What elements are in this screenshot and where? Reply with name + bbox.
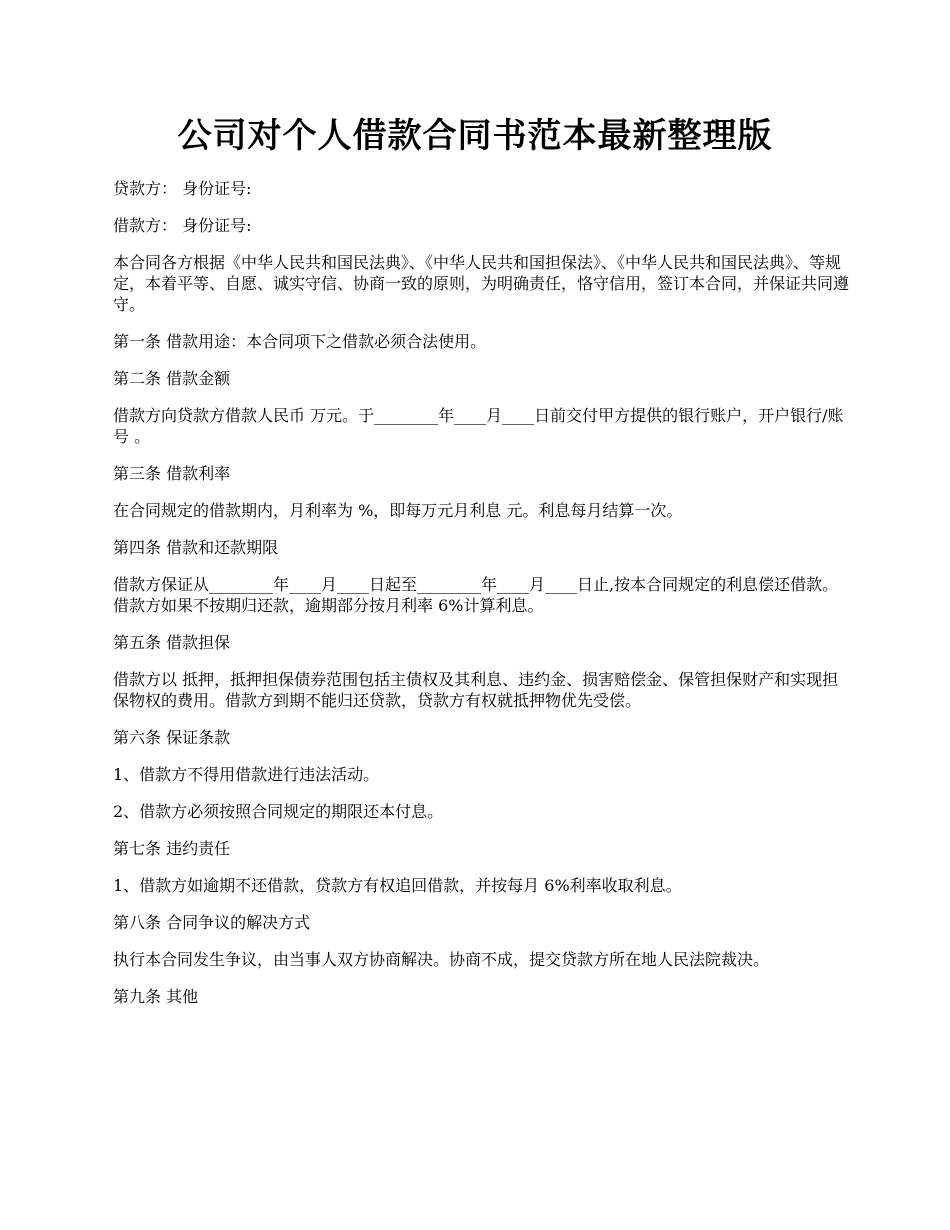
article-4-heading: 第四条 借款和还款期限: [113, 538, 279, 557]
article-8-body: 执行本合同发生争议，由当事人双方协商解决。协商不成，提交贷款方所在地人民法院裁决。: [113, 950, 770, 969]
article-5-body: 借款方以 抵押，抵押担保债券范围包括主债权及其利息、违约金、损害赔偿金、保管担保财产和实现担保物权的费用。借款方到期不能归还贷款，贷款方有权就抵押物优先受偿。: [113, 670, 839, 710]
article-2-body: 借款方向贷款方借款人民币 万元。于________年____月____日前交付甲方提供的银行账户，开户银行/账号 。: [113, 406, 844, 446]
article-9-heading: 第九条 其他: [113, 987, 199, 1006]
article-6-item-1: 1、借款方不得用借款进行违法活动。: [113, 765, 380, 784]
lender-line: 贷款方： 身份证号:: [113, 179, 252, 198]
preamble-paragraph: 本合同各方根据《中华人民共和国民法典》、《中华人民共和国担保法》、《中华人民共和国民法典》、等规定，本着平等、自愿、诚实守信、协商一致的原则，为明确责任，恪守信用，签订本合同，并保证共同遵守。: [113, 253, 850, 314]
article-8-heading: 第八条 合同争议的解决方式: [113, 913, 311, 932]
article-6-heading: 第六条 保证条款: [113, 728, 231, 747]
article-1-heading: 第一条 借款用途：本合同项下之借款必须合法使用。: [113, 332, 487, 351]
article-6-item-2: 2、借款方必须按照合同规定的期限还本付息。: [113, 802, 444, 821]
borrower-line: 借款方： 身份证号:: [113, 216, 252, 235]
article-4-body: 借款方保证从________年____月____日起至________年____月____日止,按本合同规定的利息偿还借款。借款方如果不按期归还款，逾期部分按月利率 6%计算利息。: [113, 575, 839, 615]
article-7-item-1: 1、借款方如逾期不还借款，贷款方有权追回借款，并按每月 6%利率收取利息。: [113, 876, 682, 895]
article-7-heading: 第七条 违约责任: [113, 839, 231, 858]
article-2-heading: 第二条 借款金额: [113, 369, 231, 388]
article-3-heading: 第三条 借款利率: [113, 464, 231, 483]
article-3-body: 在合同规定的借款期内，月利率为 %，即每万元月利息 元。利息每月结算一次。: [113, 501, 683, 520]
document-body: [113, 178, 853, 1023]
document-title: 公司对个人借款合同书范本最新整理版: [177, 116, 773, 156]
article-5-heading: 第五条 借款担保: [113, 633, 231, 652]
